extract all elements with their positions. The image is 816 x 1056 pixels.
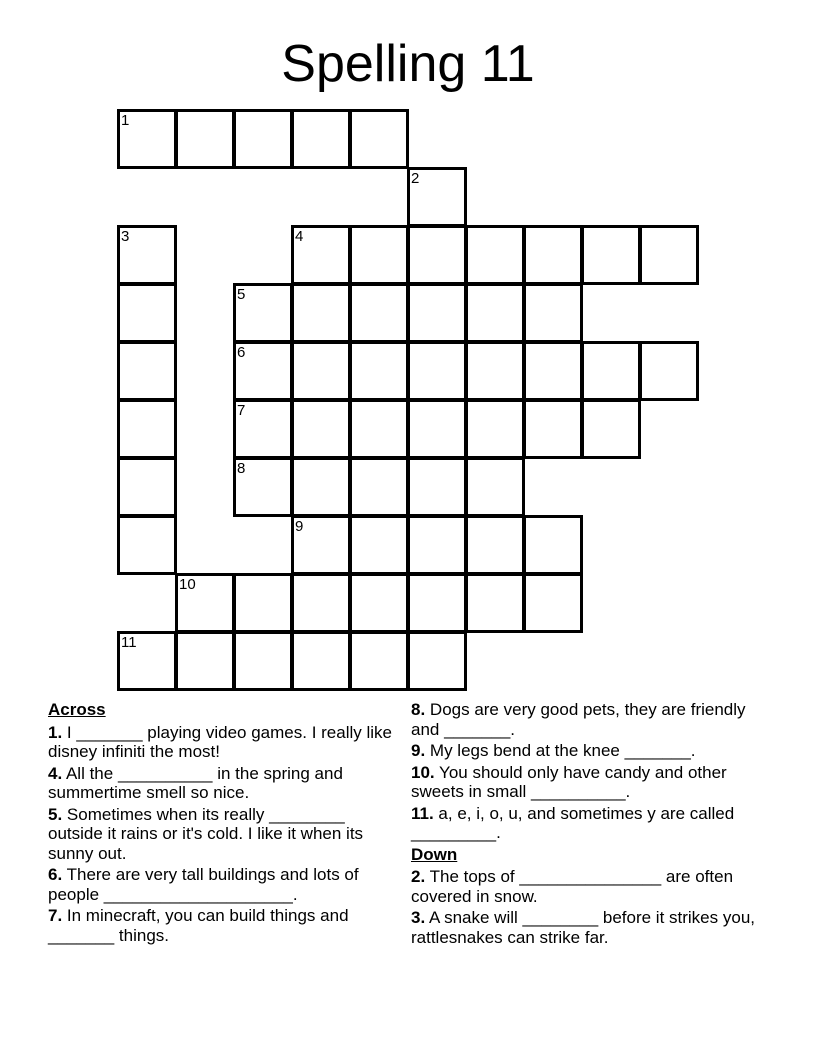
cell-number: 6 <box>237 344 246 361</box>
grid-cell[interactable] <box>291 515 351 575</box>
grid-cell[interactable] <box>349 225 409 285</box>
cell-number: 8 <box>237 460 246 477</box>
grid-cell[interactable] <box>117 457 177 517</box>
cell-number: 5 <box>237 286 246 303</box>
cell-number: 3 <box>121 228 130 245</box>
grid-cell[interactable] <box>291 225 351 285</box>
clue-across-6 <box>48 865 400 904</box>
grid-cell[interactable] <box>465 515 525 575</box>
grid-cell[interactable] <box>407 283 467 343</box>
grid-cell[interactable] <box>349 109 409 169</box>
clue-text: The tops of _______________ are often covered in snow. <box>411 867 734 906</box>
grid-cell[interactable] <box>233 109 293 169</box>
clue-text: Dogs are very good pets, they are friendly and _______. <box>411 700 746 739</box>
clue-number: 8. <box>411 700 426 719</box>
grid-cell[interactable] <box>639 225 699 285</box>
cell-number: 1 <box>121 112 130 129</box>
clue-text: You should only have candy and other sweets in small __________. <box>411 762 727 801</box>
grid-cell[interactable] <box>233 399 293 459</box>
grid-cell[interactable] <box>349 399 409 459</box>
grid-cell[interactable] <box>407 515 467 575</box>
grid-cell[interactable] <box>175 573 235 633</box>
cell-number: 4 <box>295 228 304 245</box>
grid-cell[interactable] <box>581 399 641 459</box>
grid-cell[interactable] <box>465 341 525 401</box>
clue-number: 7. <box>48 906 63 925</box>
grid-cell[interactable] <box>349 457 409 517</box>
clue-number: 1. <box>48 722 63 742</box>
grid-cell[interactable] <box>117 283 177 343</box>
clue-across-1 <box>48 723 400 762</box>
grid-cell[interactable] <box>291 573 351 633</box>
clue-number: 6. <box>48 865 63 884</box>
clue-text: In minecraft, you can build things and _______ things. <box>48 906 349 945</box>
cell-number: 11 <box>121 634 137 651</box>
grid-cell[interactable] <box>407 399 467 459</box>
cell-number: 2 <box>411 170 420 187</box>
grid-cell[interactable] <box>407 167 467 227</box>
clues-column-left <box>48 700 400 947</box>
grid-cell[interactable] <box>349 573 409 633</box>
grid-cell[interactable] <box>233 283 293 343</box>
grid-cell[interactable] <box>581 225 641 285</box>
clue-text: I _______ playing video games. I really like disney infiniti the most! <box>48 722 392 761</box>
grid-cell[interactable] <box>233 573 293 633</box>
clue-number: 10. <box>411 762 435 782</box>
page-title: Spelling 11 <box>281 35 535 93</box>
clue-across-4 <box>48 764 400 803</box>
clue-text: Sometimes when its really ________ outside it rains or it's cold. I like it when its sunny out. <box>48 804 364 863</box>
grid-cell[interactable] <box>465 457 525 517</box>
grid-cell[interactable] <box>291 109 351 169</box>
clue-across-10 <box>411 763 763 802</box>
grid-cell[interactable] <box>175 631 235 691</box>
grid-cell[interactable] <box>523 573 583 633</box>
grid-cell[interactable] <box>233 457 293 517</box>
clue-number: 3. <box>411 908 426 927</box>
grid-cell[interactable] <box>349 283 409 343</box>
grid-cell[interactable] <box>407 573 467 633</box>
grid-cell[interactable] <box>117 515 177 575</box>
grid-cell[interactable] <box>291 283 351 343</box>
cell-number: 9 <box>295 518 304 535</box>
grid-cell[interactable] <box>523 515 583 575</box>
clues-column-right <box>411 700 763 949</box>
clue-across-11 <box>411 804 763 843</box>
clue-down-2 <box>411 867 763 906</box>
grid-cell[interactable] <box>407 225 467 285</box>
clue-number: 4. <box>48 763 63 783</box>
grid-cell[interactable] <box>175 109 235 169</box>
grid-cell[interactable] <box>639 341 699 401</box>
clue-text: A snake will ________ before it strikes you, rattlesnakes can strike far. <box>411 908 755 947</box>
grid-cell[interactable] <box>291 457 351 517</box>
grid-cell[interactable] <box>581 341 641 401</box>
grid-cell[interactable] <box>465 225 525 285</box>
grid-cell[interactable] <box>465 283 525 343</box>
down-heading: Down <box>411 844 458 864</box>
clue-number: 11. <box>411 803 434 823</box>
grid-cell[interactable] <box>407 457 467 517</box>
clue-across-9 <box>411 741 763 761</box>
grid-cell[interactable] <box>233 631 293 691</box>
grid-cell[interactable] <box>465 573 525 633</box>
grid-cell[interactable] <box>349 631 409 691</box>
grid-cell[interactable] <box>407 341 467 401</box>
grid-cell[interactable] <box>117 399 177 459</box>
clue-number: 5. <box>48 804 63 824</box>
clue-number: 9. <box>411 741 426 760</box>
grid-cell[interactable] <box>291 631 351 691</box>
grid-cell[interactable] <box>117 341 177 401</box>
clue-text: My legs bend at the knee _______. <box>425 741 696 760</box>
clue-across-5 <box>48 805 400 864</box>
grid-cell[interactable] <box>407 631 467 691</box>
grid-cell[interactable] <box>117 225 177 285</box>
grid-cell[interactable] <box>523 225 583 285</box>
clue-down-3 <box>411 908 763 947</box>
clue-across-8 <box>411 700 763 739</box>
grid-cell[interactable] <box>291 399 351 459</box>
grid-cell[interactable] <box>523 341 583 401</box>
clue-text: There are very tall buildings and lots of people ____________________. <box>48 865 359 904</box>
grid-cell[interactable] <box>465 399 525 459</box>
grid-cell[interactable] <box>117 109 177 169</box>
clue-text: a, e, i, o, u, and sometimes y are called _________. <box>411 803 735 842</box>
cell-number: 10 <box>179 576 196 593</box>
across-heading: Across <box>48 700 106 719</box>
grid-cell[interactable] <box>233 341 293 401</box>
grid-cell[interactable] <box>291 341 351 401</box>
grid-cell[interactable] <box>523 283 583 343</box>
grid-cell[interactable] <box>523 399 583 459</box>
cell-number: 7 <box>237 402 246 419</box>
clue-text: All the __________ in the spring and summertime smell so nice. <box>48 763 343 802</box>
clue-number: 2. <box>411 867 426 886</box>
grid-cell[interactable] <box>349 515 409 575</box>
grid-cell[interactable] <box>117 631 177 691</box>
grid-cell[interactable] <box>349 341 409 401</box>
clue-across-7 <box>48 906 400 945</box>
